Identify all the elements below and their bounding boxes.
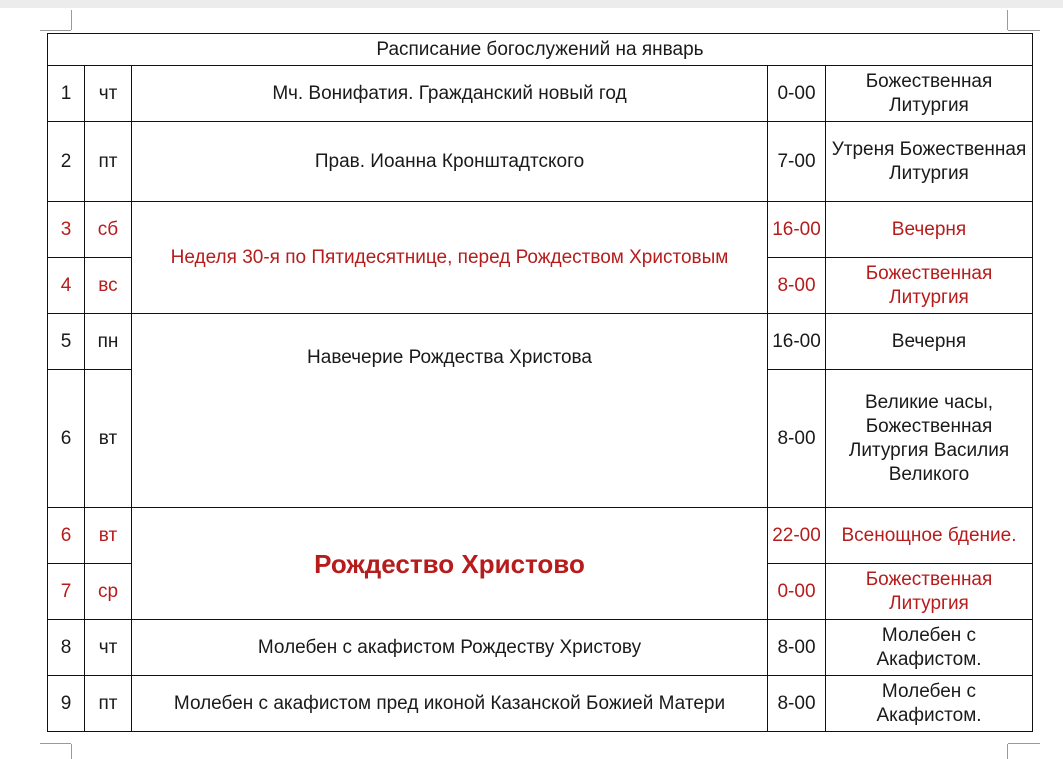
weekday: вт bbox=[85, 508, 132, 564]
weekday: ср bbox=[85, 564, 132, 620]
day-number: 8 bbox=[48, 620, 85, 676]
event-cell: Прав. Иоанна Кронштадтского bbox=[132, 122, 768, 202]
time-cell: 16-00 bbox=[768, 202, 826, 258]
day-number: 3 bbox=[48, 202, 85, 258]
service-cell: Молебен с Акафистом. bbox=[826, 620, 1033, 676]
table-title: Расписание богослужений на январь bbox=[48, 34, 1033, 66]
time-cell: 8-00 bbox=[768, 620, 826, 676]
service-cell: Великие часы, Божественная Литургия Василия Великого bbox=[826, 370, 1033, 508]
table-row bbox=[48, 508, 1033, 564]
crop-mark-top-right-h bbox=[1008, 30, 1040, 31]
service-cell: Божественная Литургия bbox=[826, 564, 1033, 620]
day-number: 2 bbox=[48, 122, 85, 202]
table-row bbox=[48, 66, 1033, 122]
table-row bbox=[48, 620, 1033, 676]
crop-mark-top-left-v bbox=[71, 10, 72, 30]
service-cell: Вечерня bbox=[826, 314, 1033, 370]
table-title-row bbox=[48, 34, 1033, 66]
weekday: вт bbox=[85, 370, 132, 508]
weekday: пн bbox=[85, 314, 132, 370]
crop-mark-bottom-left-v bbox=[71, 744, 72, 759]
time-cell: 0-00 bbox=[768, 66, 826, 122]
time-cell: 8-00 bbox=[768, 676, 826, 732]
crop-mark-top-left-h bbox=[40, 30, 71, 31]
crop-mark-bottom-left-h bbox=[40, 743, 71, 744]
event-cell: Навечерие Рождества Христова bbox=[132, 314, 768, 508]
weekday: вс bbox=[85, 258, 132, 314]
table-row bbox=[48, 122, 1033, 202]
table-row bbox=[48, 314, 1033, 370]
service-cell: Божественная Литургия bbox=[826, 258, 1033, 314]
time-cell: 8-00 bbox=[768, 258, 826, 314]
event-cell: Мч. Вонифатия. Гражданский новый год bbox=[132, 66, 768, 122]
service-cell: Утреня Божественная Литургия bbox=[826, 122, 1033, 202]
event-cell: Неделя 30-я по Пятидесятнице, перед Рождеством Христовым bbox=[132, 202, 768, 314]
page-top-strip bbox=[0, 0, 1063, 8]
day-number: 7 bbox=[48, 564, 85, 620]
schedule-table bbox=[47, 33, 1033, 732]
day-number: 9 bbox=[48, 676, 85, 732]
day-number: 6 bbox=[48, 508, 85, 564]
day-number: 4 bbox=[48, 258, 85, 314]
crop-mark-bottom-right-h bbox=[1008, 743, 1040, 744]
service-cell: Вечерня bbox=[826, 202, 1033, 258]
weekday: пт bbox=[85, 676, 132, 732]
weekday: пт bbox=[85, 122, 132, 202]
service-cell: Божественная Литургия bbox=[826, 66, 1033, 122]
day-number: 6 bbox=[48, 370, 85, 508]
event-cell: Молебен с акафистом пред иконой Казанской Божией Матери bbox=[132, 676, 768, 732]
service-cell: Молебен с Акафистом. bbox=[826, 676, 1033, 732]
day-number: 1 bbox=[48, 66, 85, 122]
weekday: чт bbox=[85, 66, 132, 122]
table-row bbox=[48, 676, 1033, 732]
crop-mark-top-right-v bbox=[1007, 10, 1008, 30]
day-number: 5 bbox=[48, 314, 85, 370]
weekday: чт bbox=[85, 620, 132, 676]
time-cell: 8-00 bbox=[768, 370, 826, 508]
event-cell: Молебен с акафистом Рождеству Христову bbox=[132, 620, 768, 676]
service-cell: Всенощное бдение. bbox=[826, 508, 1033, 564]
crop-mark-bottom-right-v bbox=[1007, 744, 1008, 759]
time-cell: 7-00 bbox=[768, 122, 826, 202]
time-cell: 0-00 bbox=[768, 564, 826, 620]
time-cell: 22-00 bbox=[768, 508, 826, 564]
table-row bbox=[48, 202, 1033, 258]
time-cell: 16-00 bbox=[768, 314, 826, 370]
weekday: сб bbox=[85, 202, 132, 258]
event-cell: Рождество Христово bbox=[132, 508, 768, 620]
